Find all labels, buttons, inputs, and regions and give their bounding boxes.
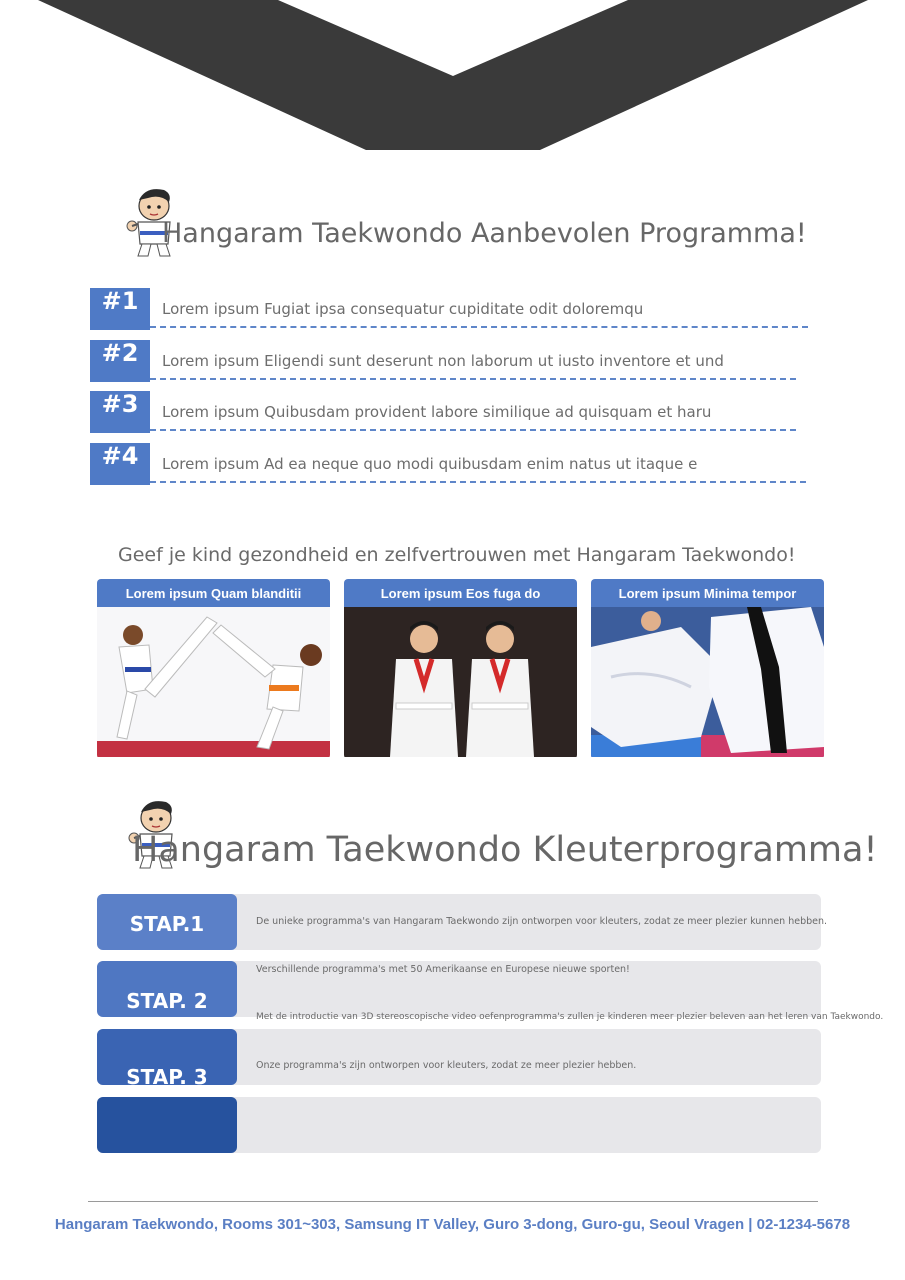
- program-card[interactable]: [97, 579, 330, 759]
- two-boys-in-doboks-photo: [344, 607, 577, 757]
- footer-divider: [88, 1201, 818, 1202]
- step-4-label: [97, 1097, 237, 1153]
- footer-address: Hangaram Taekwondo, Rooms 301~303, Samsung IT Valley, Guro 3-dong, Guro-gu, Seoul Vragen | 02-1234-5678: [54, 1216, 851, 1233]
- program-card[interactable]: [591, 579, 824, 759]
- dashed-divider: [150, 326, 808, 328]
- list-item: [90, 288, 810, 330]
- dashed-divider: [150, 429, 796, 431]
- black-belt-sparring-photo: [591, 607, 824, 757]
- list-item-text: Lorem ipsum Ad ea neque quo modi quibusdam enim natus ut itaque e: [162, 455, 698, 473]
- list-item: [90, 443, 810, 485]
- item-number-badge: #1: [90, 288, 150, 330]
- top-chevron-banner: [0, 0, 905, 150]
- tagline: Geef je kind gezondheid en zelfvertrouwen met Hangaram Taekwondo!: [118, 544, 796, 566]
- step-2-label: STAP. 2: [97, 961, 237, 1017]
- kindergarten-program-title: Hangaram Taekwondo Kleuterprogramma!: [132, 830, 878, 870]
- card-title: Lorem ipsum Minima tempor: [591, 579, 824, 607]
- list-item-text: Lorem ipsum Fugiat ipsa consequatur cupiditate odit doloremqu: [162, 300, 644, 318]
- card-title: Lorem ipsum Eos fuga do: [344, 579, 577, 607]
- step-3-text: Onze programma's zijn ontworpen voor kleuters, zodat ze meer plezier hebben.: [256, 1060, 637, 1071]
- item-number-badge: #3: [90, 391, 150, 433]
- list-item-text: Lorem ipsum Quibusdam provident labore similique ad quisquam et haru: [162, 403, 712, 421]
- dashed-divider: [150, 481, 806, 483]
- kids-high-kick-photo: [97, 607, 330, 757]
- step-2-text: Verschillende programma's met 50 Amerikaanse en Europese nieuwe sporten!: [256, 964, 630, 975]
- step-1-text: De unieke programma's van Hangaram Taekwondo zijn ontworpen voor kleuters, zodat ze meer plezier kunnen hebben.: [256, 916, 828, 927]
- card-title: Lorem ipsum Quam blanditii: [97, 579, 330, 607]
- step-2-text-extra: Met de introductie van 3D stereoscopische video oefenprogramma's zullen je kinderen meer plezier beleven aan het leren van Taekwondo.: [256, 1012, 884, 1022]
- program-card[interactable]: [344, 579, 577, 759]
- step-3-label: STAP. 3: [97, 1029, 237, 1085]
- item-number-badge: #4: [90, 443, 150, 485]
- list-item-text: Lorem ipsum Eligendi sunt deserunt non laborum ut iusto inventore et und: [162, 352, 724, 370]
- step-1-label: STAP.1: [97, 894, 237, 950]
- list-item: [90, 340, 810, 382]
- item-number-badge: #2: [90, 340, 150, 382]
- dashed-divider: [150, 378, 796, 380]
- recommended-program-title: Hangaram Taekwondo Aanbevolen Programma!: [162, 218, 807, 249]
- list-item: [90, 391, 810, 433]
